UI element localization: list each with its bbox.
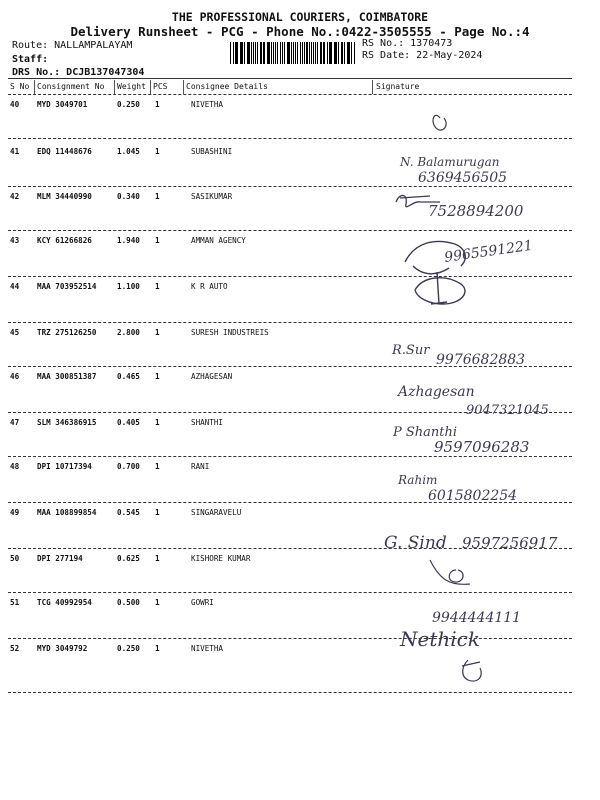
barcode-bar: [248, 42, 250, 64]
row-weight: 0.250: [117, 644, 140, 653]
signature-text: P Shanthi: [393, 425, 458, 440]
barcode-bar: [334, 42, 335, 64]
runsheet-subtitle: Delivery Runsheet - PCG - Phone No.:0422-3505555 - Page No.:4: [70, 24, 530, 39]
row-consignment: KCY 61266826: [37, 236, 92, 245]
row-weight: 1.100: [117, 282, 140, 291]
row-sno: 45: [10, 328, 20, 337]
barcode-bar: [341, 42, 342, 64]
col-sno: S No: [10, 82, 30, 91]
barcode-bar: [344, 42, 345, 64]
row-divider: [8, 230, 572, 231]
barcode-bar: [253, 42, 254, 64]
row-sno: 42: [10, 192, 20, 201]
barcode-bar: [282, 42, 283, 64]
barcode-bar: [335, 42, 336, 64]
staff-label: Staff:: [12, 54, 49, 65]
signature-mark: [396, 195, 440, 206]
row-sno: 52: [10, 644, 20, 653]
row-consignee: NIVETHA: [191, 644, 224, 653]
row-weight: 0.500: [117, 598, 140, 607]
row-consignment: MLM 34440990: [37, 192, 92, 201]
col-divider: [150, 80, 151, 94]
signature-text: 6369456505: [418, 170, 508, 186]
barcode-bar: [313, 42, 314, 64]
row-divider: [8, 692, 572, 693]
signature-mark: [405, 241, 465, 273]
row-divider: [8, 638, 572, 639]
barcode-bar: [244, 42, 245, 64]
barcode-bar: [354, 42, 355, 64]
barcode-bar: [311, 42, 312, 64]
row-consignee: SUBASHINI: [191, 147, 233, 156]
col-consignment: Consignment No: [37, 82, 105, 91]
row-consignee: AMMAN AGENCY: [191, 236, 246, 245]
row-consignment: MAA 108899854: [37, 508, 97, 517]
barcode-bar: [263, 42, 265, 64]
barcode-bar: [287, 42, 288, 64]
col-divider: [183, 80, 184, 94]
col-consignee: Consignee Details: [186, 82, 268, 91]
signature-mark: [462, 660, 481, 681]
signature-text: Rahim: [398, 473, 438, 487]
row-weight: 0.340: [117, 192, 140, 201]
barcode-bar: [235, 42, 236, 64]
drs-number: DRS No.: DCJB137047304: [12, 67, 145, 78]
row-sno: 48: [10, 462, 20, 471]
barcode-bar: [273, 42, 274, 64]
signature-text: 9944444111: [432, 610, 522, 626]
signature-text: Azhagesan: [398, 384, 475, 400]
row-weight: 0.545: [117, 508, 140, 517]
row-sno: 51: [10, 598, 20, 607]
row-weight: 0.700: [117, 462, 140, 471]
barcode-bar: [236, 42, 238, 64]
row-weight: 1.045: [117, 147, 140, 156]
signature-text: 9597256917: [462, 534, 558, 552]
barcode-bar: [324, 42, 325, 64]
signature-text: G. Sind: [384, 533, 447, 553]
barcode-bar: [342, 42, 343, 64]
row-pcs: 1: [155, 462, 160, 471]
barcode-bar: [247, 42, 248, 64]
barcode-bar: [275, 42, 277, 64]
row-consignee: SINGARAVELU: [191, 508, 242, 517]
signature-text: R.Sur: [392, 343, 430, 358]
row-divider: [8, 412, 572, 413]
row-pcs: 1: [155, 282, 160, 291]
row-consignee: AZHAGESAN: [191, 372, 233, 381]
route-label: Route: NALLAMPALAYAM: [12, 40, 133, 51]
barcode-bar: [300, 42, 301, 64]
barcode-bar: [260, 42, 261, 64]
row-consignment: TCG 40992954: [37, 598, 92, 607]
barcode-bar: [302, 42, 303, 64]
row-weight: 0.625: [117, 554, 140, 563]
company-title: THE PROFESSIONAL COURIERS, COIMBATORE: [171, 10, 429, 24]
barcode-bar: [291, 42, 292, 64]
row-divider: [8, 276, 572, 277]
header-top-rule: [8, 78, 572, 79]
row-sno: 44: [10, 282, 20, 291]
col-signature: Signature: [376, 82, 420, 91]
row-consignment: MAA 300851387: [37, 372, 97, 381]
row-consignee: KISHORE KUMAR: [191, 554, 251, 563]
row-consignment: MAA 703952514: [37, 282, 97, 291]
row-pcs: 1: [155, 508, 160, 517]
row-pcs: 1: [155, 554, 160, 563]
barcode-bar: [315, 42, 316, 64]
signature-text: 9976682883: [436, 352, 526, 368]
signature-text: 7528894200: [428, 202, 524, 220]
barcode-bar: [261, 42, 262, 64]
barcode-bar: [233, 42, 234, 64]
barcode-bar: [277, 42, 278, 64]
row-consignment: MYD 3049701: [37, 100, 88, 109]
row-weight: 1.940: [117, 236, 140, 245]
barcode-bar: [295, 42, 296, 64]
row-pcs: 1: [155, 236, 160, 245]
row-consignment: DPI 10717394: [37, 462, 92, 471]
row-pcs: 1: [155, 598, 160, 607]
row-consignee: SASIKUMAR: [191, 192, 233, 201]
row-consignment: EDQ 11448676: [37, 147, 92, 156]
barcode-bar: [251, 42, 252, 64]
row-weight: 0.250: [117, 100, 140, 109]
row-divider: [8, 138, 572, 139]
barcode-bar: [317, 42, 318, 64]
barcode-bar: [320, 42, 322, 64]
signature-text: 6015802254: [428, 488, 518, 504]
barcode-bar: [288, 42, 290, 64]
barcode-bar: [271, 42, 272, 64]
row-weight: 0.465: [117, 372, 140, 381]
col-divider: [34, 80, 35, 94]
col-pcs: PCS: [153, 82, 168, 91]
row-consignment: DPI 277194: [37, 554, 83, 563]
row-consignee: K R AUTO: [191, 282, 228, 291]
barcode-bar: [280, 42, 281, 64]
barcode-bar: [327, 42, 328, 64]
row-consignee: SURESH INDUSTREIS: [191, 328, 269, 337]
barcode-bar: [241, 42, 242, 64]
row-divider: [8, 502, 572, 503]
col-divider: [114, 80, 115, 94]
row-sno: 47: [10, 418, 20, 427]
row-sno: 43: [10, 236, 20, 245]
row-divider: [8, 592, 572, 593]
row-divider: [8, 366, 572, 367]
signature-text: 9597096283: [434, 438, 530, 456]
barcode-bar: [347, 42, 348, 64]
row-weight: 2.800: [117, 328, 140, 337]
barcode-bar: [338, 42, 339, 64]
row-pcs: 1: [155, 100, 160, 109]
header-bottom-rule: [8, 94, 572, 95]
barcode-bar: [351, 42, 352, 64]
row-weight: 0.405: [117, 418, 140, 427]
barcode-bar: [306, 42, 308, 64]
barcode-bar: [348, 42, 350, 64]
row-pcs: 1: [155, 192, 160, 201]
row-consignee: NIVETHA: [191, 100, 224, 109]
rs-date: RS Date: 22-May-2024: [362, 50, 483, 61]
barcode-bar: [323, 42, 324, 64]
barcode-bar: [268, 42, 269, 64]
row-consignment: MYD 3049792: [37, 644, 88, 653]
barcode-bar: [309, 42, 310, 64]
row-sno: 50: [10, 554, 20, 563]
signature-text: 9965591221: [443, 237, 534, 266]
barcode-bar: [240, 42, 241, 64]
col-weight: Weight: [117, 82, 146, 91]
row-divider: [8, 186, 572, 187]
row-sno: 41: [10, 147, 20, 156]
row-pcs: 1: [155, 644, 160, 653]
row-consignee: RANI: [191, 462, 210, 471]
row-divider: [8, 456, 572, 457]
barcode-bar: [330, 42, 332, 64]
row-divider: [8, 322, 572, 323]
signature-text: 9047321045: [466, 403, 549, 418]
barcode-bar: [329, 42, 330, 64]
signature-mark: [433, 115, 446, 130]
barcode-bar: [257, 42, 258, 64]
barcode-bar: [267, 42, 268, 64]
row-divider: [8, 548, 572, 549]
barcode: [230, 42, 356, 64]
barcode-bar: [230, 42, 231, 64]
row-consignment: SLM 346386915: [37, 418, 97, 427]
row-consignment: TRZ 275126250: [37, 328, 97, 337]
row-consignee: GOWRI: [191, 598, 214, 607]
barcode-bar: [297, 42, 298, 64]
barcode-bar: [284, 42, 285, 64]
barcode-bar: [255, 42, 256, 64]
row-consignee: SHANTHI: [191, 418, 224, 427]
row-sno: 40: [10, 100, 20, 109]
col-divider: [372, 80, 373, 94]
row-pcs: 1: [155, 328, 160, 337]
barcode-bar: [293, 42, 294, 64]
row-sno: 49: [10, 508, 20, 517]
row-pcs: 1: [155, 372, 160, 381]
signature-text: Nethick: [400, 627, 480, 651]
row-sno: 46: [10, 372, 20, 381]
barcode-bar: [304, 42, 305, 64]
rs-number: RS No.: 1370473: [362, 38, 453, 49]
signature-text: N. Balamurugan: [400, 155, 500, 169]
signature-mark: [430, 560, 470, 584]
row-pcs: 1: [155, 147, 160, 156]
row-pcs: 1: [155, 418, 160, 427]
